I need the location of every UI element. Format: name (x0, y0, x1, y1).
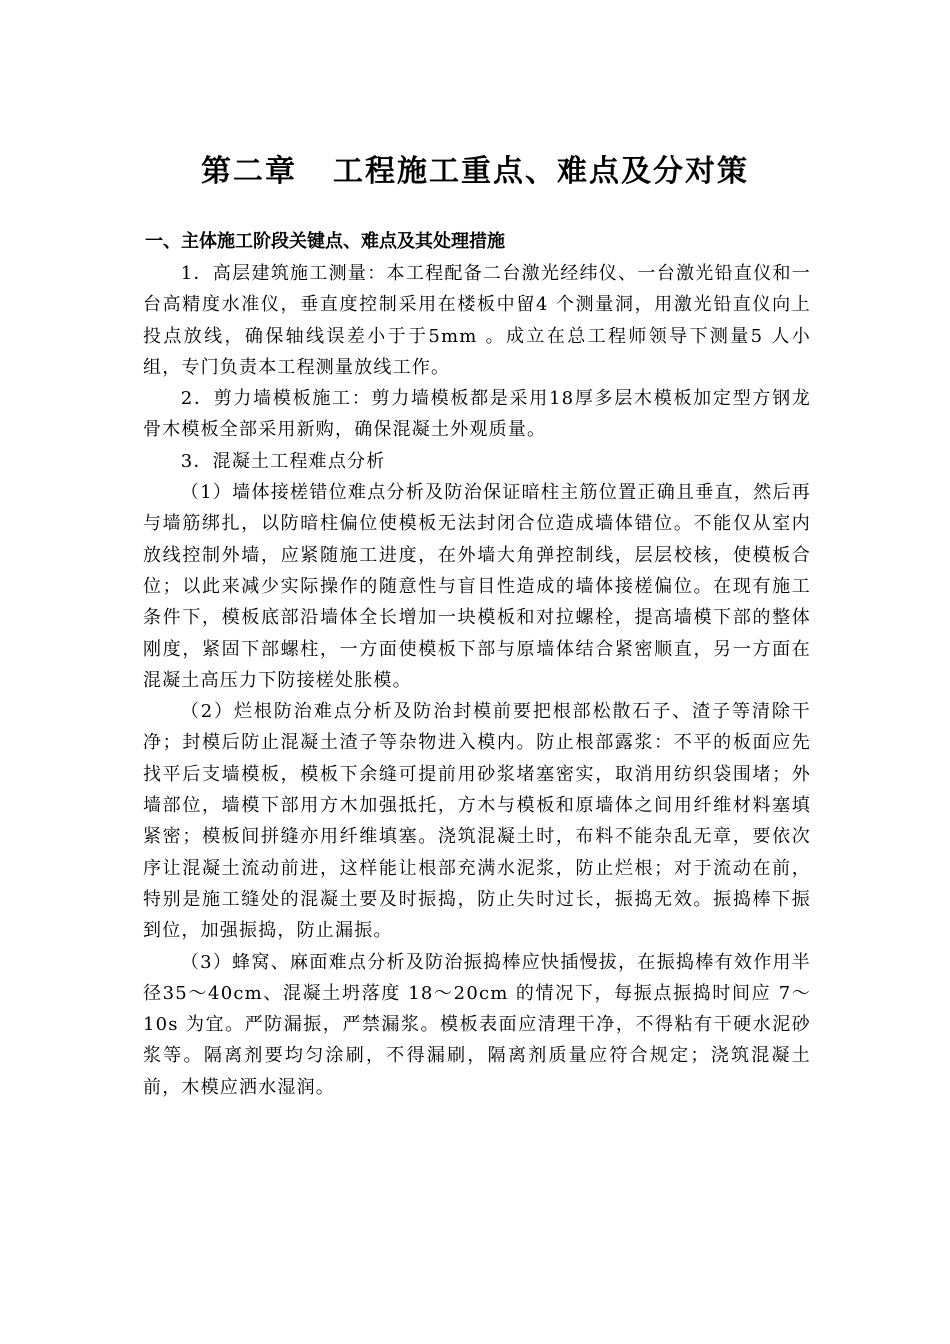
paragraph-honeycomb: （3）蜂窝、麻面难点分析及防治振捣棒应快插慢拔，在振捣棒有效作用半径35～40cm、混凝土坍落度 18～20cm 的情况下，每振点振捣时间应 7～10s 为宜。严防漏振，严禁漏浆。模板表面应清理干净，不得粘有干硬水泥砂浆等。隔离剂要均匀涂刷，不得漏刷，隔离剂质量应符合规定；浇筑混凝土前，木模应洒水湿润。 (143, 951, 811, 1098)
paragraph-wall-misalignment: （1）墙体接槎错位难点分析及防治保证暗柱主筋位置正确且垂直，然后再与墙筋绑扎，以防暗柱偏位使模板无法封闭合位造成墙体错位。不能仅从室内放线控制外墙，应紧随施工进度，在外墙大角弹控制线，层层校核，使模板合位；以此来减少实际操作的随意性与盲目性造成的墙体接槎偏位。在现有施工条件下，模板底部沿墙体全长增加一块模板和对拉螺栓，提高墙模下部的整体刚度，紧固下部螺柱，一方面使模板下部与原墙体结合紧密顺直，另一方面在混凝土高压力下防接槎处胀模。 (143, 482, 811, 691)
paragraph-rotten-root: （2）烂根防治难点分析及防治封模前要把根部松散石子、渣子等清除干净；封模后防止混凝土渣子等杂物进入模内。防止根部露浆：不平的板面应先找平后支墙模板，模板下余缝可提前用砂浆堵塞密实，取消用纺织袋围堵；外墙部位，墙模下部用方木加强抵托，方木与模板和原墙体之间用纤维材料塞填紧密；模板间拼缝亦用纤维填塞。浇筑混凝土时，布料不能杂乱无章，要依次序让混凝土流动前进，这样能让根部充满水泥浆，防止烂根；对于流动在前，特别是施工缝处的混凝土要及时振捣，防止失时过长，振捣无效。振捣棒下振到位，加强振捣，防止漏振。 (143, 701, 811, 942)
paragraph-shear-wall-formwork: 2．剪力墙模板施工：剪力墙模板都是采用18厚多层木模板加定型方钢龙骨木模板全部采用新购，确保混凝土外观质量。 (143, 388, 812, 441)
paragraph-concrete-heading: 3．混凝土工程难点分析 (180, 450, 386, 472)
section-heading: 一、主体施工阶段关键点、难点及其处理措施 (145, 231, 505, 252)
paragraph-survey: 1．高层建筑施工测量：本工程配备二台激光经纬仪、一台激光铅直仪和一台高精度水准仪，垂直度控制采用在楼板中留4 个测量洞，用激光铅直仪向上投点放线，确保轴线误差小于于5mm 。成立在总工程师领导下测量5 人小组，专门负责本工程测量放线工作。 (143, 263, 811, 378)
chapter-title-text: 工程施工重点、难点及分对策 (333, 154, 749, 189)
document-body (143, 258, 811, 1103)
chapter-number: 第二章 (201, 154, 297, 189)
chapter-title (0, 152, 950, 192)
